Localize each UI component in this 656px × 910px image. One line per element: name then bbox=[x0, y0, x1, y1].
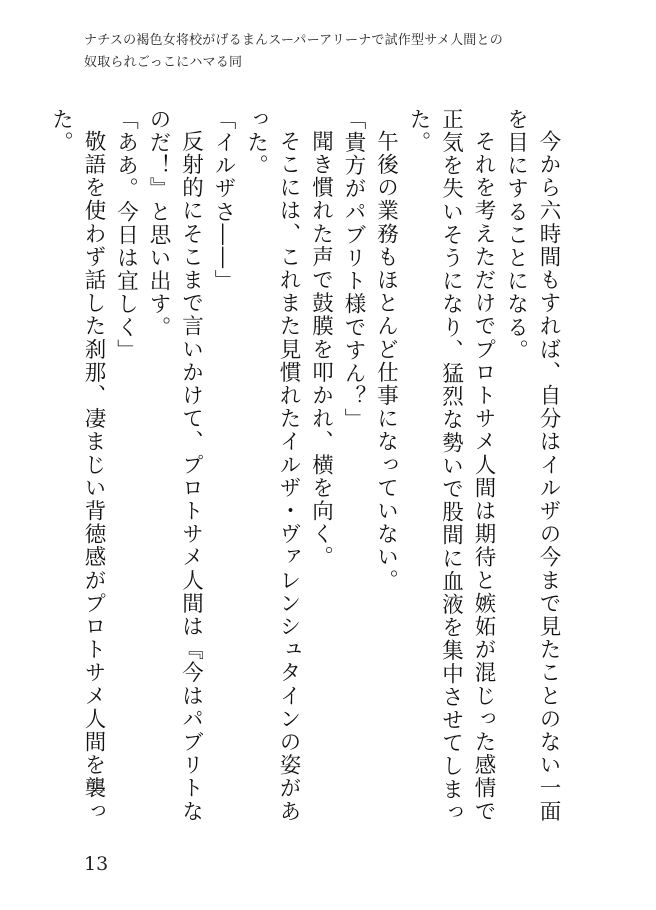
paragraph: 今から六時間もすれば、自分はイルザの今まで見たことのない一面を目にすることになる。 bbox=[503, 108, 561, 823]
running-header-line-1: ナチスの褐色女将校がげるまんスーパーアリーナで試作型サメ人間との bbox=[84, 33, 503, 48]
running-header-line-2: 奴取られごっこにハマる同 bbox=[84, 55, 243, 70]
paragraph: 午後の業務もほとんど仕事になっていない。 bbox=[373, 129, 399, 592]
paragraph: 聞き慣れた声で鼓膜を叩かれ、横を向く。 bbox=[308, 129, 334, 569]
paragraph: それを考えただけでプロトサメ人間は期待と嫉妬が混じった感情で正気を失いそうになり、猛烈な勢いで股間に血液を集中させてしまった。 bbox=[406, 108, 496, 825]
paragraph: 敬語を使わず話した刹那、凄まじい背徳感がプロトサメ人間を襲った。 bbox=[48, 108, 106, 823]
paragraph: 「イルザさ――」 bbox=[211, 108, 236, 293]
paragraph: 「貴方がパブリト様ですん？」 bbox=[341, 108, 366, 432]
vertical-body-text bbox=[44, 108, 564, 828]
running-header bbox=[84, 30, 584, 74]
paragraph: 「ああ。今日は宜しく」 bbox=[113, 108, 139, 363]
paragraph: そこには、これまた見慣れたイルザ・ヴァレンシュタインの姿があった。 bbox=[243, 108, 301, 823]
paragraph: 反射的にそこまで言いかけて、プロトサメ人間は『今はパブリトなのだ！』と思い出す。 bbox=[146, 108, 204, 823]
page-number: 13 bbox=[84, 853, 109, 875]
